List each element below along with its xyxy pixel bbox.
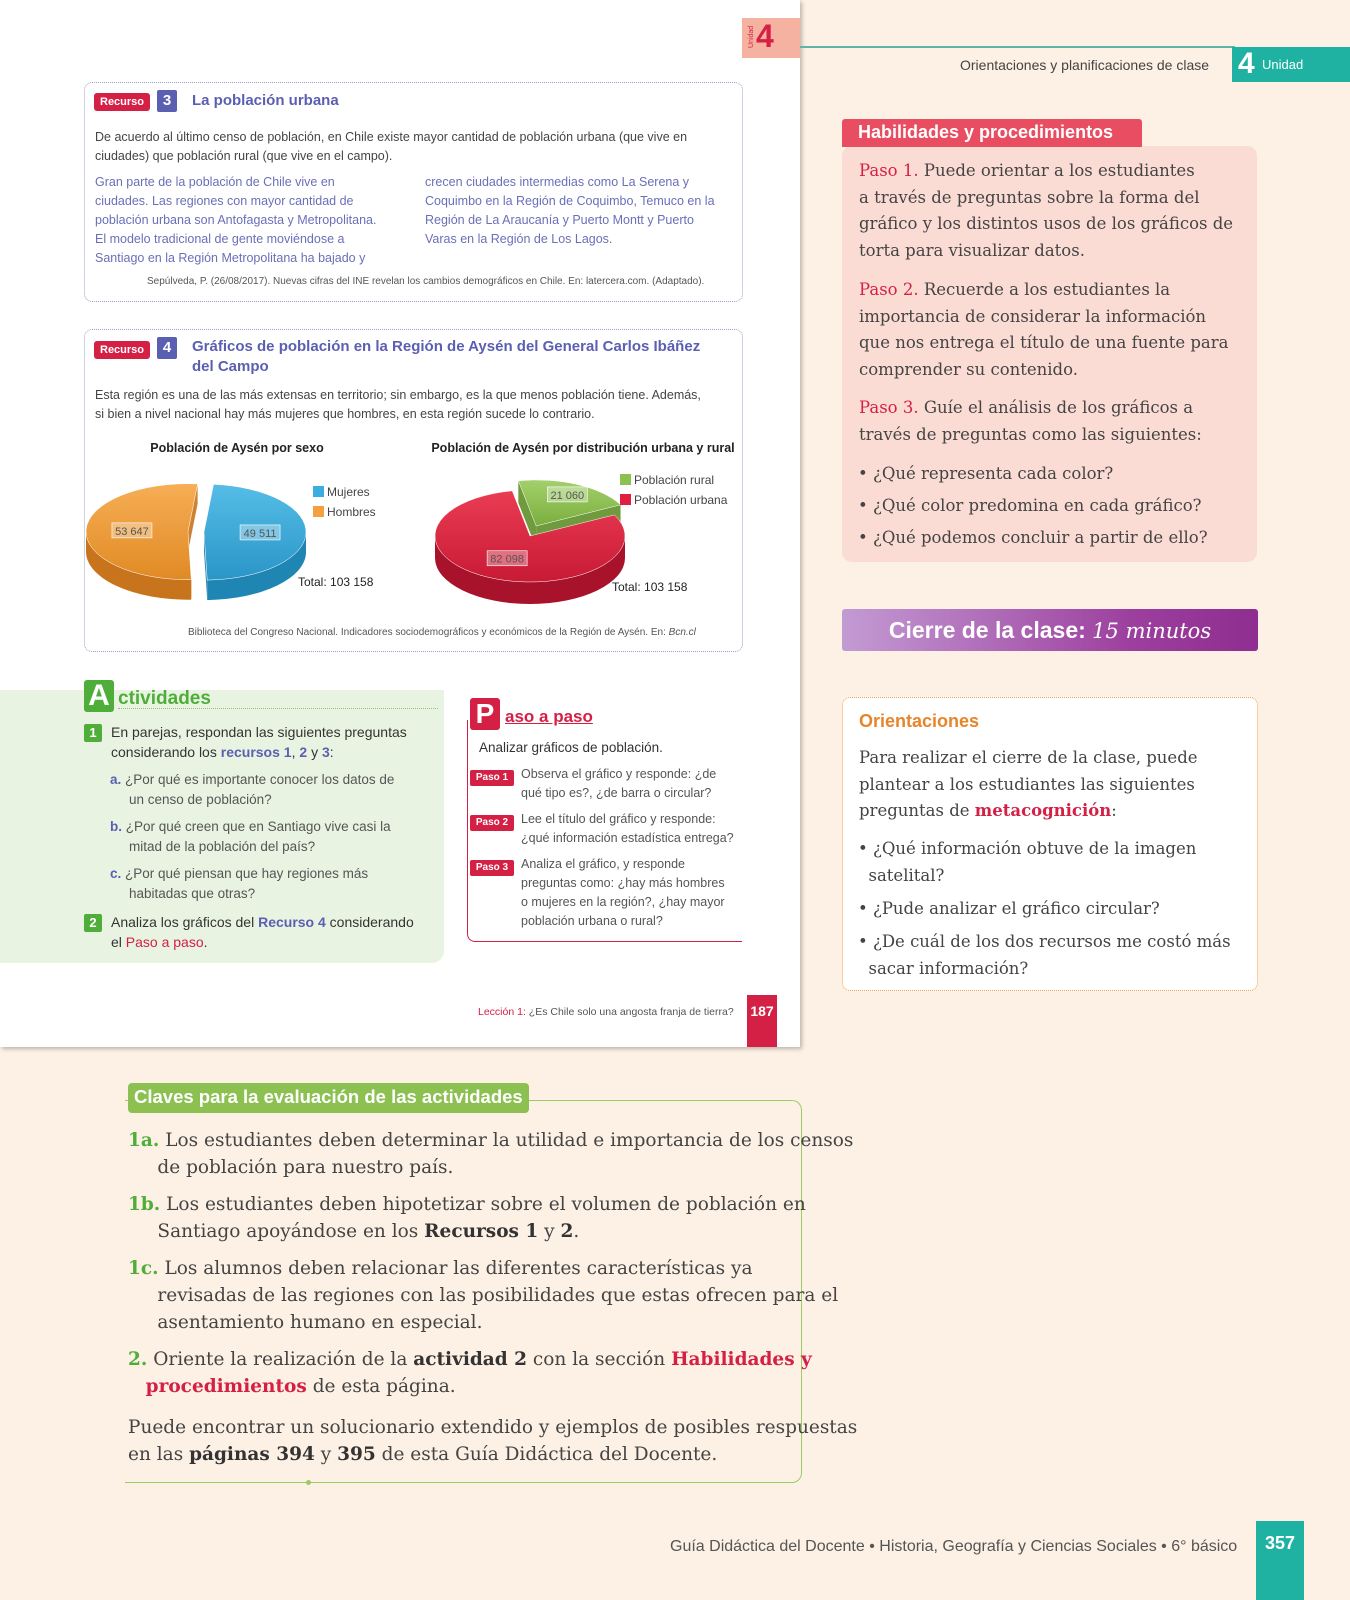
recurso3-col1-2: ciudades. Las regiones con mayor cantidad de (95, 194, 354, 208)
orientaciones-bullet-1-l2: satelital? (868, 865, 945, 885)
recurso3-title: La población urbana (192, 92, 339, 109)
clave-1a-l2: de población para nuestro país. (157, 1157, 454, 1178)
chart1-legend-0: Mujeres (327, 485, 370, 499)
recurso3-tag: Recurso (94, 93, 150, 111)
habilidades-bullet-3: • ¿Qué podemos concluir a partir de ello? (858, 528, 1208, 547)
activity-1c (110, 864, 368, 884)
guide-footer: Guía Didáctica del Docente • Historia, Geografía y Ciencias Sociales • 6° básico (670, 1538, 1238, 1555)
clave-1a (128, 1127, 853, 1181)
recurso3-intro-1: De acuerdo al último censo de población, en Chile existe mayor cantidad de población urbana (que vive en (95, 130, 688, 144)
paso3-line-2: través de preguntas como las siguientes: (859, 424, 1202, 444)
activity-1-line1: En parejas, respondan las siguientes preguntas (111, 724, 407, 740)
metacognicion-term: metacognición (974, 801, 1112, 820)
paso1-label: Paso 1. (859, 161, 919, 180)
claves-final (128, 1414, 857, 1468)
step-2-line-1: Lee el título del gráfico y responde: (521, 812, 716, 826)
recurso3-col1-5: Santiago en la Región Metropolitana ha bajado y (95, 251, 366, 265)
unit-tab-label: Unidad (748, 25, 755, 48)
activity-1a-l1: ¿Por qué es importante conocer los datos de (125, 772, 395, 787)
recurso3-citation: Sepúlveda, P. (26/08/2017). Nuevas cifras del INE revelan los cambios demográficos en Chile. En: latercera.com. (Adaptado). (147, 276, 705, 287)
chart2-legend-swatch-1 (620, 494, 631, 505)
paso2-label: Paso 2. (859, 280, 919, 299)
lesson-title: ¿Es Chile solo una angosta franja de tierra? (528, 1006, 734, 1018)
activity-1c-l1: ¿Por qué piensan que hay regiones más (125, 866, 369, 881)
clave-1b-l1: Los estudiantes deben hipotetizar sobre el volumen de población en (166, 1194, 806, 1215)
clave-2-habilidades: Habilidades y (671, 1349, 812, 1370)
activity-1a-letter: a. (110, 772, 122, 787)
chart1-total: Total: 103 158 (298, 575, 374, 589)
paso-a-paso-letter: P (470, 698, 500, 730)
activity-1-line2 (111, 742, 334, 762)
activity-2-recurso: Recurso 4 (258, 914, 326, 930)
chart2-value-label-0: 21 060 (550, 489, 585, 502)
activity-1a (110, 770, 394, 790)
activity-1b-letter: b. (110, 819, 122, 834)
recurso3-col1-4: El modelo tradicional de gente moviéndose a (95, 232, 345, 246)
habilidades-title: Habilidades y procedimientos (842, 119, 1142, 147)
recurso4-citation (188, 627, 696, 638)
activity-2-line1 (111, 912, 414, 932)
clave-1b-number: 1b. (128, 1194, 161, 1215)
chart1-value-label-1: 53 647 (115, 525, 149, 538)
claves-title: Claves para la evaluación de las actividades (128, 1083, 529, 1113)
clave-2-post: de esta página. (312, 1376, 456, 1397)
orientaciones-colon: : (1111, 801, 1117, 820)
activity-2-dot: . (203, 934, 208, 950)
recurso4-intro-1: Esta región es una de las más extensas en territorio; sin embargo, es la que menos población tiene. Además, (95, 388, 701, 402)
habilidades-bullet-2-text: ¿Qué color predomina en cada gráfico? (872, 496, 1202, 515)
activity-2-number: 2 (84, 914, 102, 932)
recurso3-col1-1: Gran parte de la población de Chile vive en (95, 175, 335, 189)
orientaciones-bullet-3: • ¿De cuál de los dos recursos me costó más sacar información? (858, 932, 1231, 978)
recurso4-title-1: Gráficos de población en la Región de Aysén del General Carlos Ibáñez (192, 338, 701, 355)
orientaciones-text (859, 745, 1244, 825)
step-3-line-2: preguntas como: ¿hay más hombres (521, 876, 725, 890)
paso-a-paso-title: aso a paso (505, 707, 593, 726)
step-1-line-2: qué tipo es?, ¿de barra o circular? (521, 786, 712, 800)
orientaciones-line-3: preguntas de (859, 801, 970, 820)
paso3-label: Paso 3. (859, 398, 919, 417)
recurso4-tag: Recurso (94, 341, 150, 359)
unit-tab-number: 4 (756, 18, 774, 54)
step-1-line-1: Observa el gráfico y responde: ¿de (521, 767, 717, 781)
clave-1c-l2: revisadas de las regiones con las posibilidades que estas ofrecen para el (157, 1285, 839, 1306)
step-2-tag: Paso 2 (470, 815, 514, 831)
habilidades-bullet-1-text: ¿Qué representa cada color? (872, 464, 1114, 483)
clave-1b-l2: Santiago apoyándose en los (157, 1221, 419, 1242)
claves-final-pages: páginas 394 (189, 1444, 315, 1465)
step-1-tag: Paso 1 (470, 770, 514, 786)
clave-2-mid: con la sección (532, 1349, 666, 1370)
recurso4-intro-2: si bien a nivel nacional hay más mujeres que hombres, en esta región sucede lo contrario. (95, 407, 595, 421)
clave-1c-number: 1c. (128, 1258, 159, 1279)
activity-1a-l2: un censo de población? (129, 792, 272, 807)
activity-1-recursos: recursos (220, 744, 280, 760)
recurso3-intro-2: ciudades) que población rural (que vive en el campo). (95, 149, 393, 163)
unit-badge-label: Unidad (1262, 57, 1304, 72)
clave-1a-number: 1a. (128, 1130, 160, 1151)
activity-1b-l1: ¿Por qué creen que en Santiago vive casi la (125, 819, 391, 834)
activity-1b (110, 817, 391, 837)
recurso3-col2-2: Coquimbo en la Región de Coquimbo, Temuco en la (425, 194, 715, 208)
chart2-legend-0: Población rural (634, 473, 715, 487)
claves-final-page2: 395 (337, 1444, 376, 1465)
habilidades-paso3 (859, 395, 1244, 448)
chart1-value-label-0: 49 511 (243, 527, 277, 540)
lesson-footer (478, 1006, 734, 1018)
habilidades-bullet-3-text: ¿Qué podemos concluir a partir de ello? (872, 528, 1208, 547)
chart2-value-label-1: 82 098 (490, 553, 524, 566)
orientaciones-line-2: plantear a los estudiantes las siguientes (859, 774, 1195, 794)
paso1-line-2: a través de preguntas sobre la forma del (859, 187, 1200, 207)
chart1-legend-swatch-1 (313, 506, 324, 517)
actividades-letter: A (84, 680, 114, 712)
clave-1b-y: y (544, 1221, 555, 1242)
header-rule (800, 46, 1235, 48)
lesson-label: Lección 1: (478, 1006, 526, 1018)
chart2-legend-swatch-0 (620, 474, 631, 485)
activity-1-number: 1 (84, 724, 102, 742)
paso2-line-2: importancia de considerar la información (859, 306, 1207, 326)
chart1-legend-1: Hombres (327, 505, 376, 519)
actividades-title: ctividades (118, 688, 211, 709)
activity-1-sep: , (291, 744, 296, 760)
step-2-line-2: ¿qué información estadística entrega? (521, 831, 734, 845)
paso-a-paso-subtitle: Analizar gráficos de población. (479, 740, 663, 755)
activity-1c-letter: c. (110, 866, 122, 881)
clave-2-procedimientos: procedimientos (145, 1376, 307, 1397)
step-3-text (521, 855, 746, 931)
chart2-total: Total: 103 158 (612, 580, 688, 594)
activity-1c-l2: habitadas que otras? (129, 886, 256, 901)
chart-sexo (86, 441, 376, 600)
claves-final-l2-pre: en las (128, 1444, 184, 1465)
clave-1b (128, 1191, 806, 1245)
activity-2-pre: Analiza los gráficos del (111, 914, 255, 930)
activity-1-n2: 2 (299, 744, 308, 760)
chart2-legend-1: Población urbana (634, 493, 728, 507)
habilidades-paso1 (859, 158, 1244, 264)
unit-badge (1232, 47, 1350, 82)
right-header: Orientaciones y planificaciones de clase (960, 57, 1210, 73)
orientaciones-bullet-2: • ¿Pude analizar el gráfico circular? (858, 899, 1160, 918)
activity-1-n1: 1 (283, 744, 292, 760)
activity-2-line2 (111, 932, 208, 952)
paso3-line-1: Guíe el análisis de los gráficos a (923, 398, 1194, 417)
claves-final-y: y (320, 1444, 332, 1465)
orientaciones-bullet-3-l2: sacar información? (868, 958, 1029, 978)
paso1-line-3: gráfico y los distintos usos de los gráficos de (859, 214, 1234, 233)
activity-1-pre: considerando los (111, 744, 217, 760)
paso1-line-4: torta para visualizar datos. (859, 240, 1085, 260)
clave-1a-l1: Los estudiantes deben determinar la utilidad e importancia de los censos (165, 1130, 854, 1151)
orientaciones-bullet-3-l1: ¿De cuál de los dos recursos me costó más (872, 932, 1231, 951)
unit-badge-number: 4 (1238, 47, 1255, 80)
clave-2-number: 2. (128, 1349, 148, 1370)
actividades-rule (118, 708, 438, 709)
recurso3-col2-1: crecen ciudades intermedias como La Serena y (425, 175, 690, 189)
paso1-line-1: Puede orientar a los estudiantes (923, 161, 1195, 180)
student-page-number: 187 (747, 995, 777, 1047)
cierre-banner (842, 609, 1258, 651)
clave-1c-l3: asentamiento humano en especial. (157, 1312, 483, 1333)
clave-1b-n2: 2 (560, 1221, 574, 1242)
step-3-tag: Paso 3 (470, 860, 514, 876)
claves-dot (306, 1480, 311, 1485)
clave-1b-dot: . (573, 1221, 580, 1242)
recurso3-col1-3: población urbana son Antofagasta y Metropolitana. (95, 213, 377, 227)
cierre-label: Cierre de la clase: (888, 617, 1086, 643)
chart-urbano-rural (431, 441, 734, 604)
chart1-legend-swatch-0 (313, 486, 324, 497)
claves-final-post: de esta Guía Didáctica del Docente. (381, 1444, 718, 1465)
activity-1-n3: 3 (321, 744, 330, 760)
activity-1b-l2: mitad de la población del país? (129, 839, 316, 854)
activity-2-el: el (111, 934, 122, 950)
cierre-time: 15 minutos (1092, 619, 1212, 643)
orientaciones-bullet-1: • ¿Qué información obtuve de la imagen satelital? (858, 839, 1197, 885)
recurso4-citation-source: Bcn.cl (668, 627, 696, 638)
step-3-line-1: Analiza el gráfico, y responde (521, 857, 685, 871)
step-3-line-4: población urbana o rural? (521, 914, 663, 928)
recurso3-col2-3: Región de La Araucanía y Puerto Montt y Puerto (425, 213, 694, 227)
activity-1-y: y (311, 744, 319, 760)
clave-1c (128, 1255, 838, 1336)
activity-2-paso: Paso a paso (125, 934, 204, 950)
unit-tab (742, 18, 800, 58)
recurso4-title-2: del Campo (192, 358, 269, 375)
step-2-text (521, 810, 746, 848)
orientaciones-bullet-2-l1: ¿Pude analizar el gráfico circular? (872, 899, 1160, 918)
step-3-line-3: o mujeres en la región?, ¿hay mayor (521, 895, 725, 909)
guide-page-number: 357 (1256, 1521, 1304, 1600)
clave-2 (128, 1346, 812, 1400)
chart2-title: Población de Aysén por distribución urbana y rural (431, 441, 735, 455)
paso2-line-3: que nos entrega el título de una fuente para (859, 333, 1229, 352)
recurso4-citation-text: Biblioteca del Congreso Nacional. Indicadores sociodemográficos y económicos de la Región de Aysén. En: (188, 627, 666, 638)
habilidades-bullet-2: • ¿Qué color predomina en cada gráfico? (858, 496, 1202, 515)
orientaciones-bullet-1-l1: ¿Qué información obtuve de la imagen (872, 839, 1197, 858)
recurso4-number: 4 (157, 337, 177, 359)
orientaciones-line-1: Para realizar el cierre de la clase, puede (859, 748, 1198, 767)
recurso3-col2-4: Varas en la Región de Los Lagos. (425, 232, 613, 246)
recurso3-number: 3 (157, 90, 177, 112)
clave-1c-l1: Los alumnos deben relacionar las diferentes características ya (164, 1258, 753, 1279)
activity-1-colon: : (329, 744, 334, 760)
chart1-title: Población de Aysén por sexo (150, 441, 324, 455)
habilidades-paso2 (859, 277, 1244, 383)
paso2-line-1: Recuerde a los estudiantes la (923, 280, 1171, 299)
activity-2-post: considerando (329, 914, 414, 930)
habilidades-bullet-1: • ¿Qué representa cada color? (858, 464, 1114, 483)
paso2-line-4: comprender su contenido. (859, 359, 1079, 379)
clave-2-actividad: actividad 2 (413, 1349, 528, 1370)
step-1-text (521, 765, 746, 803)
clave-1b-recursos: Recursos 1 (424, 1221, 539, 1242)
orientaciones-title: Orientaciones (859, 711, 980, 731)
claves-final-l1: Puede encontrar un solucionario extendido y ejemplos de posibles respuestas (128, 1417, 858, 1438)
clave-2-pre: Oriente la realización de la (153, 1349, 408, 1370)
